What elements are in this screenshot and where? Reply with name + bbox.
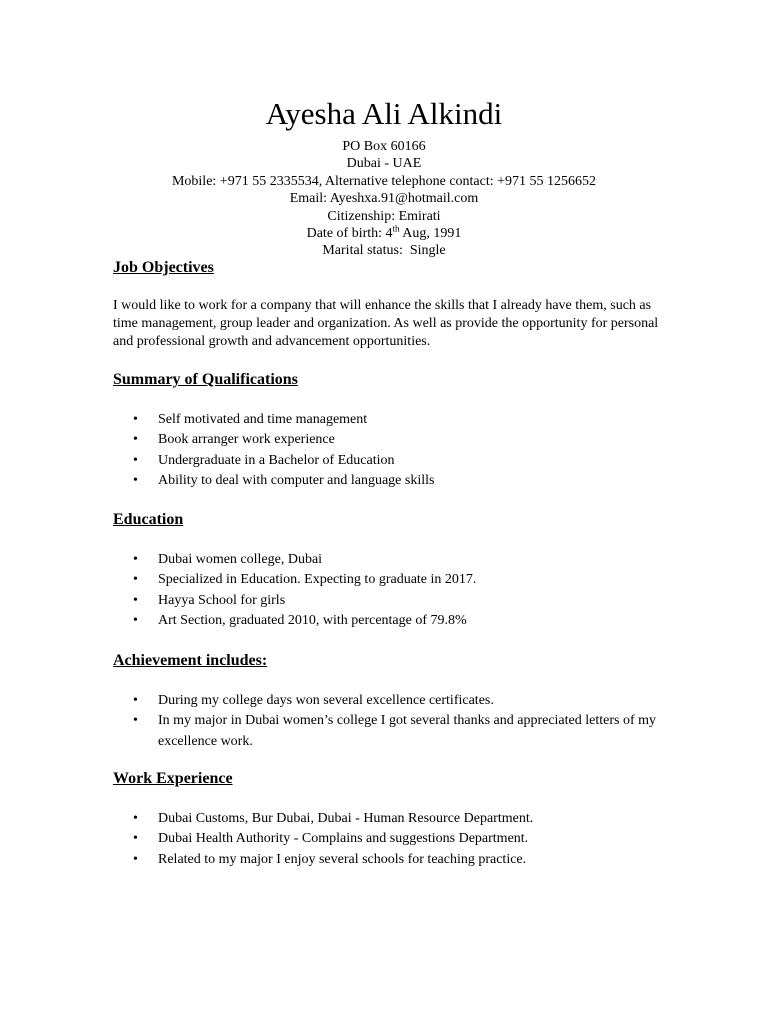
education-list: [113, 550, 663, 632]
work-experience-section: [113, 769, 663, 870]
bullet-icon: •: [133, 412, 138, 427]
bullet-icon: •: [133, 452, 138, 468]
bullet-icon: •: [133, 811, 138, 826]
education-title: Education: [113, 511, 184, 528]
achievements-title: Achievement includes:: [113, 652, 268, 669]
bullet-icon: •: [133, 473, 138, 489]
list-item: • Hayya School for girls: [113, 591, 663, 611]
list-item: • Art Section, graduated 2010, with percentage of 79.8%: [113, 611, 663, 631]
bullet-icon: •: [133, 432, 138, 448]
po-box: PO Box 60166: [342, 139, 426, 154]
list-item: • In my major in Dubai women’s college I got several thanks and appreciated letters of my excellence work.: [133, 713, 657, 749]
bullet-icon: •: [133, 572, 138, 588]
qualifications-section: [113, 370, 663, 492]
qualifications-title: Summary of Qualifications: [113, 371, 298, 388]
marital-status: Marital status: Single: [322, 243, 446, 259]
list-item: • Specialized in Education. Expecting to graduate in 2017.: [113, 570, 663, 590]
email: Email: Ayeshxa.91@hotmail.com: [289, 191, 479, 207]
dob-prefix: Date of birth: 4: [306, 226, 393, 242]
applicant-name: Ayesha Ali Alkindi: [265, 96, 503, 131]
bullet-icon: •: [133, 552, 138, 567]
work-experience-list: [113, 809, 663, 870]
list-item: • Undergraduate in a Bachelor of Education: [113, 451, 663, 471]
work-experience-title: Work Experience: [113, 770, 233, 787]
job-objectives-section: [113, 258, 663, 351]
job-objectives-title: Job Objectives: [113, 259, 214, 276]
list-item: • Dubai Health Authority - Complains and suggestions Department.: [113, 829, 663, 849]
list-item: • Related to my major I enjoy several schools for teaching practice.: [113, 850, 663, 870]
list-item: • Self motivated and time management: [113, 410, 663, 430]
date-of-birth: [0, 225, 768, 242]
bullet-icon: •: [133, 831, 138, 847]
phone-numbers: Mobile: +971 55 2335534, Alternative telephone contact: +971 55 1256652: [171, 173, 597, 189]
bullet-icon: •: [133, 713, 138, 729]
list-item: • Book arranger work experience: [113, 430, 663, 450]
bullet-icon: •: [133, 693, 138, 708]
list-item: • Dubai Customs, Bur Dubai, Dubai - Human Resource Department.: [113, 809, 663, 829]
bullet-icon: •: [133, 613, 138, 629]
list-item: • Ability to deal with computer and language skills: [113, 471, 663, 491]
achievements-list: [113, 691, 663, 752]
education-section: [113, 510, 663, 632]
list-item: • During my college days won several excellence certificates.: [113, 691, 663, 711]
qualifications-list: [113, 410, 663, 492]
list-item: • Dubai women college, Dubai: [113, 550, 663, 570]
resume-header: [0, 94, 768, 260]
dob-suffix: Aug, 1991: [399, 226, 462, 242]
citizenship: Citizenship: Emirati: [327, 208, 441, 224]
job-objectives-text: I would like to work for a company that will enhance the skills that I already have them, such as time management, group leader and organization. As well as provide the opportunity for personal and professional growth and advancement opportunities.: [113, 298, 659, 349]
bullet-icon: •: [133, 851, 138, 867]
dob-ordinal: th: [392, 223, 400, 234]
city: Dubai - UAE: [346, 156, 422, 172]
bullet-icon: •: [133, 592, 138, 608]
achievements-section: [113, 651, 663, 752]
